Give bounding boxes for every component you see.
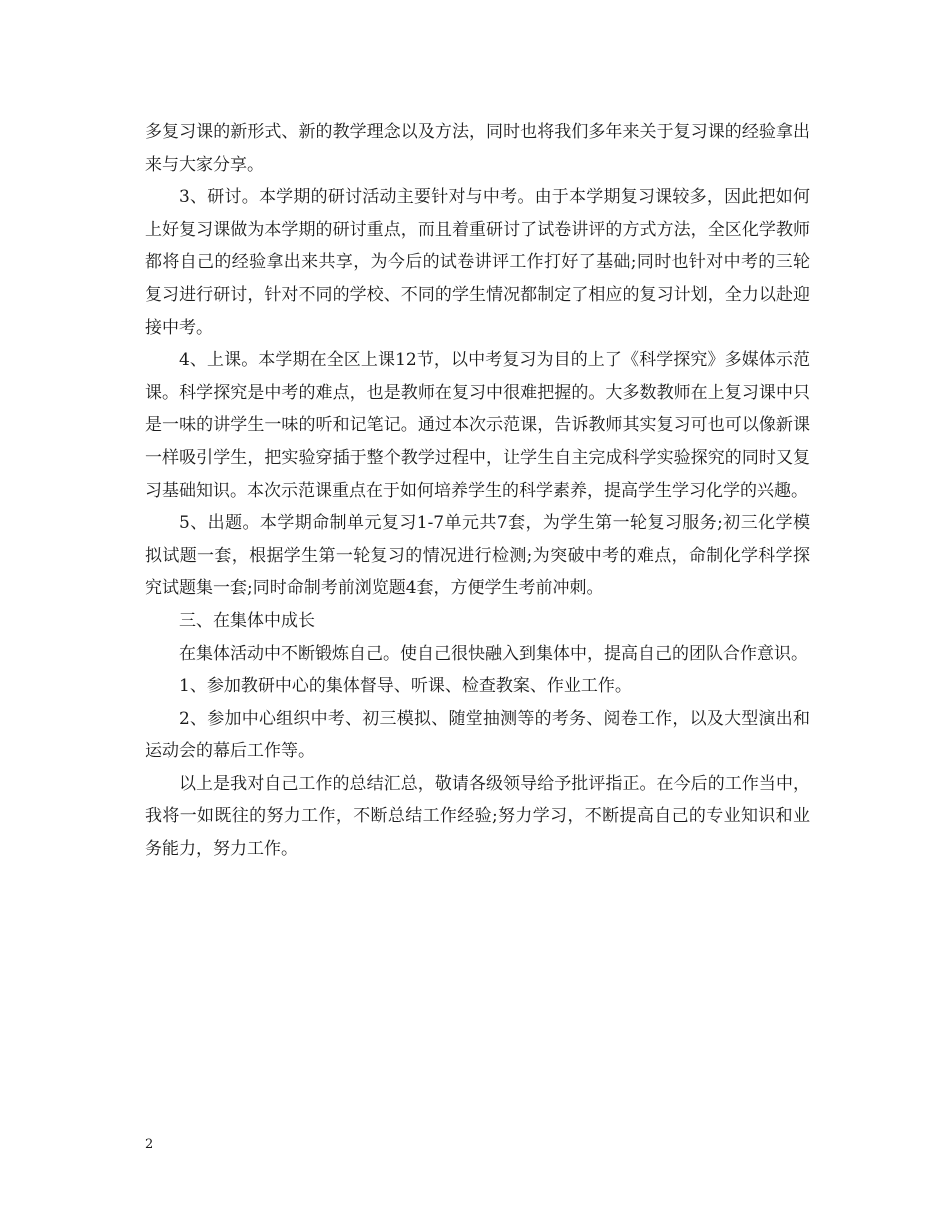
paragraph-conclusion: 以上是我对自己工作的总结汇总，敬请各级领导给予批评指正。在今后的工作当中，我将一如既往的努力工作，不断总结工作经验;努力学习，不断提高自己的专业知识和业务能力，努力工作。: [145, 773, 810, 860]
paragraph-team-activities: 在集体活动中不断锻炼自己。使自己很快融入到集体中，提高自己的团队合作意识。: [179, 643, 808, 664]
paragraph-research: 3、研讨。本学期的研讨活动主要针对与中考。由于本学期复习课较多，因此把如何上好复习课做为本学期的研讨重点，而且着重研讨了试卷讲评的方式方法，全区化学教师都将自己的经验拿出来共享，为今后的试卷讲评工作打好了基础;同时也针对中考的三轮复习进行研讨，针对不同的学校、不同的学生情况都制定了相应的复习计划，全力以赴迎接中考。: [145, 187, 810, 338]
document-body: [145, 116, 810, 866]
paragraph-exam-questions: 5、出题。本学期命制单元复习1-7单元共7套，为学生第一轮复习服务;初三化学模拟试题一套，根据学生第一轮复习的情况进行检测;为突破中考的难点，命制化学科学探究试题集一套;同时命制考前浏览题4套，方便学生考前冲刺。: [145, 513, 810, 599]
paragraph-lessons: 4、上课。本学期在全区上课12节，以中考复习为目的上了《科学探究》多媒体示范课。科学探究是中考的难点，也是教师在复习中很难把握的。大多数教师在上复习课中只是一味的讲学生一味的听和记笔记。通过本次示范课，告诉教师其实复习可也可以像新课一样吸引学生，把实验穿插于整个教学过程中，让学生自主完成科学实验探究的同时又复习基础知识。本次示范课重点在于如何培养学生的科学素养，提高学生学习化学的兴趣。: [145, 350, 810, 501]
paragraph-continuation: 多复习课的新形式、新的教学理念以及方法，同时也将我们多年来关于复习课的经验拿出来与大家分享。: [145, 122, 810, 175]
page-number: 2: [145, 1137, 154, 1152]
list-item-supervision: 1、参加教研中心的集体督导、听课、检查教案、作业工作。: [179, 676, 632, 697]
section-heading-team-growth: 三、在集体中成长: [179, 610, 315, 631]
list-item-exam-affairs: 2、参加中心组织中考、初三模拟、随堂抽测等的考务、阅卷工作，以及大型演出和运动会的幕后工作等。: [145, 708, 810, 762]
